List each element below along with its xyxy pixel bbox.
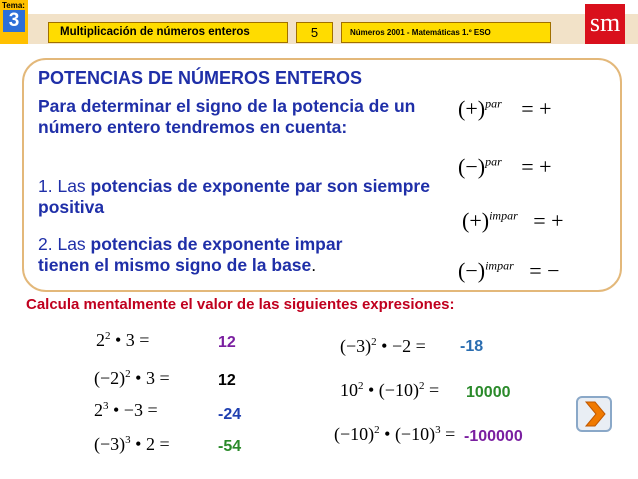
exercise-answer: 10000: [466, 384, 511, 401]
rule-2-text-2: tienen el mismo signo de la base: [38, 255, 312, 275]
exercise-expression: $2^3$ • −3 =: [94, 400, 158, 420]
exercise-instruction: Calcula mentalmente el valor de las siguientes expresiones:: [26, 296, 455, 313]
sm-logo: sm: [585, 4, 625, 44]
next-button[interactable]: [576, 396, 612, 432]
exercise-answer: -54: [218, 438, 242, 455]
exercise-expression: $10^2$ • $(-10)^2$ =: [340, 380, 440, 400]
exercise-expression: $(-10)^2$ • $(-10)^3$ =: [334, 424, 456, 444]
exercise-answer: -18: [460, 338, 484, 355]
exercise-expression: $(-3)^2$ • −2 =: [340, 336, 426, 356]
exercise-answer: -100000: [464, 428, 523, 445]
exercise-expression: $(-3)^3$ • 2 =: [94, 434, 170, 454]
formula-plus-even: $(+)^{par}$ = +: [458, 96, 552, 121]
rule-2-suffix: .: [311, 255, 317, 275]
rule-1-prefix: 1. Las: [38, 176, 91, 196]
exercise-expression: $(-2)^2$ • 3 =: [94, 368, 170, 388]
header-subtitle: Números 2001 - Matemáticas 1.º ESO: [350, 28, 491, 37]
rule-2-text-1: potencias de exponente impar: [90, 234, 343, 254]
exercise-expression: $2^2$ • 3 =: [96, 330, 150, 350]
tema-label: Tema:: [2, 1, 25, 10]
formula-minus-odd: $(-)^{impar}$ = −: [458, 258, 560, 283]
exercise-answer: 12: [218, 372, 236, 389]
header-title: Multiplicación de números enteros: [60, 26, 250, 38]
formula-minus-even: $(-)^{par}$ = +: [458, 154, 552, 179]
exercise-answer: 12: [218, 334, 236, 351]
rule-1-text: potencias de exponente par son siempre positiva: [38, 176, 430, 217]
chevron-right-icon: [578, 398, 610, 430]
page-number: 5: [310, 25, 319, 40]
rule-2-prefix: 2. Las: [38, 234, 91, 254]
rule-2: [38, 234, 438, 276]
exercise-answer: -24: [218, 406, 242, 423]
intro-text: Para determinar el signo de la potencia de un número entero tendremos en cuenta:: [38, 96, 416, 137]
tema-number: 3: [3, 10, 25, 32]
formula-plus-odd: $(+)^{impar}$ = +: [462, 208, 564, 233]
rule-1: [38, 176, 438, 218]
section-title: POTENCIAS DE NÚMEROS ENTEROS: [38, 68, 363, 88]
